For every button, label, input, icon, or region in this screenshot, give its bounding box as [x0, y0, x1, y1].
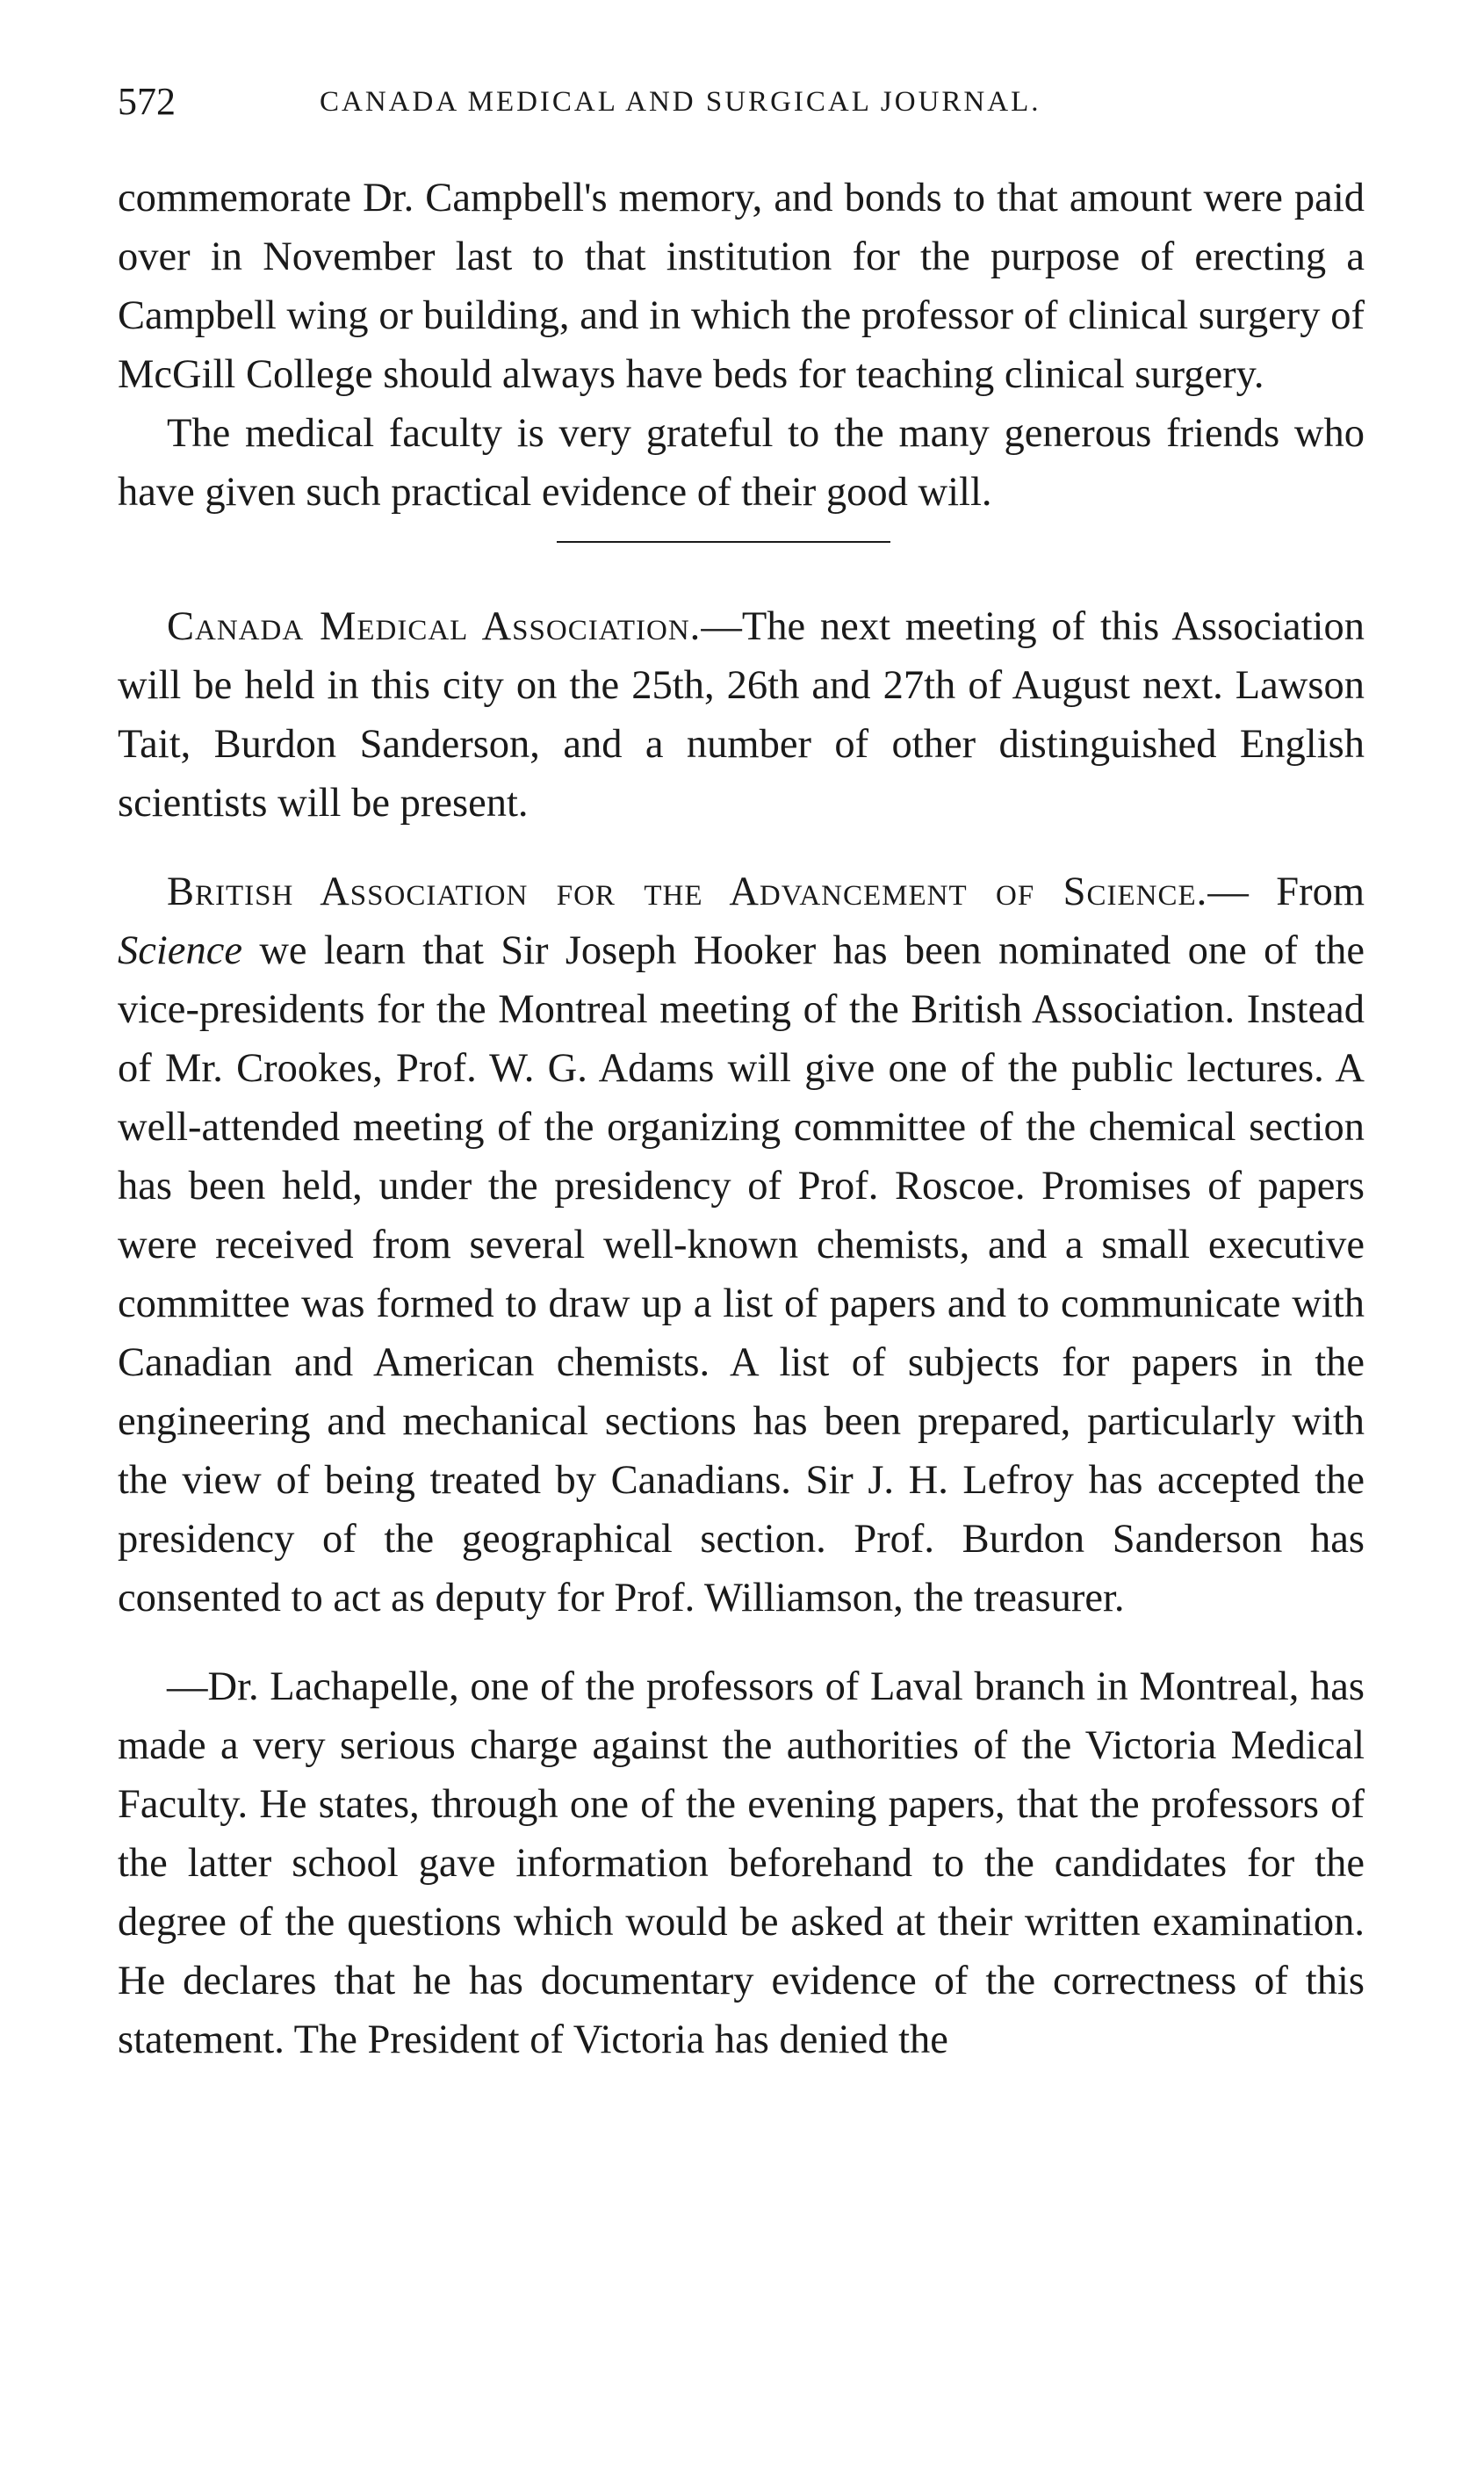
section-divider — [557, 541, 890, 543]
page-number: 572 — [118, 80, 176, 123]
british-association-text: we learn that Sir Joseph Hooker has been nominated one of the vice-presidents for the Montreal meeting of the British Association. Instead of Mr. Crookes, Prof. W. G. Adams will give one of the public lectures. A well-attended meeting of the organizing committee of the chemical section has been held, under the presidency of Prof. Roscoe. Promises of papers were received from several well-known chemists, and a small executive committee was formed to draw up a list of papers and to communicate with Canadian and American chemists. A list of subjects for papers in the engineering and mechanical sections has been prepared, particularly with the view of being treated by Canadians. Sir J. H. Lefroy has accepted the presidency of the geographical section. Prof. Burdon Sanderson has consented to act as deputy for Prof. Williamson, the treasurer. — [118, 928, 1365, 1620]
article-body — [118, 169, 1365, 2069]
section-heading-british-association: British Association for the Advancement of Science. — [167, 870, 1208, 914]
british-association-text-lead: — From — [1207, 870, 1365, 914]
paragraph-faculty-gratitude: The medical faculty is very grateful to the many generous friends who have given such practical evidence of their good will. — [118, 411, 1365, 515]
journal-page — [118, 61, 1365, 2069]
section-heading-canada-medical-association: Canada Medical Association. — [167, 604, 702, 649]
paragraph-canada-medical-association — [118, 597, 1365, 833]
paragraph-campbell-wing: commemorate Dr. Campbell's memory, and bonds to that amount were paid over in November last to that institution for the purpose of erecting a Campbell wing or building, and in which the professor of clinical surgery of McGill College should always have beds for teaching clinical surgery. — [118, 176, 1365, 397]
science-journal-title: Science — [118, 928, 242, 973]
paragraph-british-association — [118, 862, 1365, 1628]
running-head — [118, 61, 1365, 123]
paragraph-lachapelle-charge: —Dr. Lachapelle, one of the professors of Laval branch in Montreal, has made a very serious charge against the authorities of the Victoria Medical Faculty. He states, through one of the evening papers, that the professors of the latter school gave information beforehand to the candidates for the degree of the questions which would be asked at their written examination. He declares that he has documentary evidence of the correctness of this statement. The President of Victoria has denied the — [118, 1664, 1365, 2062]
journal-title: CANADA MEDICAL AND SURGICAL JOURNAL. — [320, 86, 1041, 118]
canada-medical-association-text: —The next meeting of this Association will be held in this city on the 25th, 26th and 27th of August next. Lawson Tait, Burdon Sanderson, and a number of other distinguished English scientists will be present. — [118, 604, 1365, 826]
